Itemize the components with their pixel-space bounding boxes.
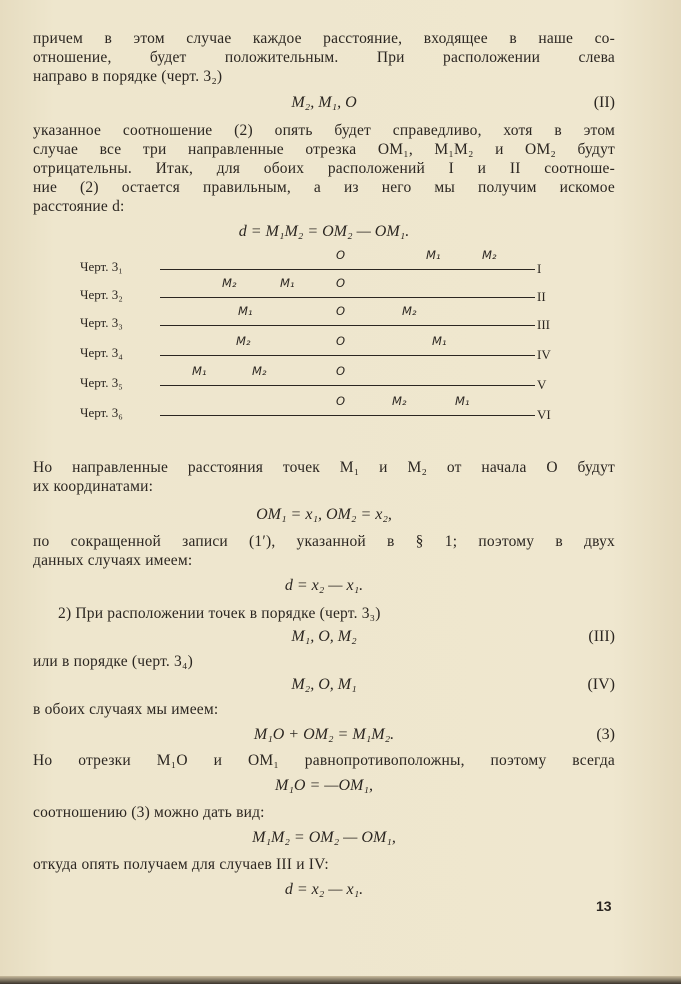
text-line: отношение, будет положительным. При расположении слева: [33, 49, 615, 66]
point-label: M₁: [426, 248, 441, 262]
point-label: M₂: [482, 248, 497, 262]
text-line: 2) При расположении точек в порядке (черт. 3₃): [58, 605, 381, 622]
point-label: M₁: [432, 334, 447, 348]
point-label: M₂: [236, 334, 251, 348]
figure-label: Черт. 3₁: [80, 259, 123, 274]
equation-number: (III): [588, 628, 615, 645]
formula: M₂, M₁, O: [291, 94, 357, 111]
text-line: или в порядке (черт. 3₄): [33, 653, 193, 670]
number-line: [160, 415, 535, 416]
page-edge-shadow: [0, 976, 681, 984]
text-line: направо в порядке (черт. 3₂): [33, 68, 223, 85]
figure-label: Черт. 3₅: [80, 375, 123, 390]
point-label: M₁: [238, 304, 253, 318]
text-line: их координатами:: [33, 478, 154, 495]
text-line: Но отрезки M₁O и OM₁ равнопротивоположны, поэтому всегда: [33, 752, 615, 769]
formula: d = x₂ — x₁.: [284, 577, 364, 594]
figure-label: Черт. 3₂: [80, 287, 123, 302]
text-line: по сокращенной записи (1′), указанной в § 1; поэтому в двух: [33, 533, 615, 550]
number-line: [160, 385, 535, 386]
formula: M₁O = —OM₁,: [275, 777, 373, 794]
text-line: соотношению (3) можно дать вид:: [33, 804, 265, 821]
point-label: M₂: [222, 276, 237, 290]
figure-label: Черт. 3₄: [80, 345, 123, 360]
formula: d = M₁M₂ = OM₂ — OM₁.: [238, 223, 410, 240]
equation-number: (3): [596, 726, 615, 743]
formula: M₁, O, M₂: [291, 628, 357, 645]
figure-label: Черт. 3₆: [80, 405, 123, 420]
formula: M₂, O, M₁: [291, 676, 357, 693]
formula: OM₁ = x₁, OM₂ = x₂,: [256, 506, 392, 523]
text-line: причем в этом случае каждое расстояние, входящее в наше со-: [33, 30, 615, 47]
point-label: M₁: [192, 364, 207, 378]
figure-case-numeral: IV: [537, 347, 551, 362]
number-line: [160, 297, 535, 298]
text-line: Но направленные расстояния точек M₁ и M₂ от начала O будут: [33, 459, 615, 476]
point-label: M₂: [252, 364, 267, 378]
point-label: M₂: [402, 304, 417, 318]
figure-case-numeral: V: [537, 377, 547, 392]
point-label: O: [336, 394, 346, 408]
text-line: отрицательны. Итак, для обоих расположений I и II соотноше-: [33, 160, 615, 177]
text-line: откуда опять получаем для случаев III и IV:: [33, 856, 329, 873]
equation-number: (IV): [587, 676, 615, 693]
formula: M₁M₂ = OM₂ — OM₁,: [252, 829, 396, 846]
point-label: O: [336, 276, 346, 290]
text-line: в обоих случаях мы имеем:: [33, 701, 219, 718]
figure-case-numeral: I: [537, 261, 542, 276]
figure-label: Черт. 3₃: [80, 315, 123, 330]
point-label: O: [336, 364, 346, 378]
number-line: [160, 269, 535, 270]
point-label: O: [336, 304, 346, 318]
formula: M₁O + OM₂ = M₁M₂.: [253, 726, 395, 743]
text-line: случае все три направленные отрезка OM₁, M₁M₂ и OM₂ будут: [33, 141, 615, 158]
equation-number: (II): [593, 94, 615, 111]
text-line: ние (2) остается правильным, а из него мы получим искомое: [33, 179, 615, 196]
point-label: O: [336, 334, 346, 348]
figure-case-numeral: III: [537, 317, 550, 332]
number-line: [160, 325, 535, 326]
figure-case-numeral: VI: [537, 407, 551, 422]
text-line: указанное соотношение (2) опять будет справедливо, хотя в этом: [33, 122, 615, 139]
text-line: расстояние d:: [33, 198, 125, 215]
page-number: 13: [596, 898, 612, 914]
number-line: [160, 355, 535, 356]
text-line: данных случаях имеем:: [33, 552, 193, 569]
point-label: M₁: [455, 394, 470, 408]
point-label: M₂: [392, 394, 407, 408]
point-label: M₁: [280, 276, 295, 290]
figure-case-numeral: II: [537, 289, 546, 304]
formula: d = x₂ — x₁.: [284, 881, 364, 898]
point-label: O: [336, 248, 346, 262]
